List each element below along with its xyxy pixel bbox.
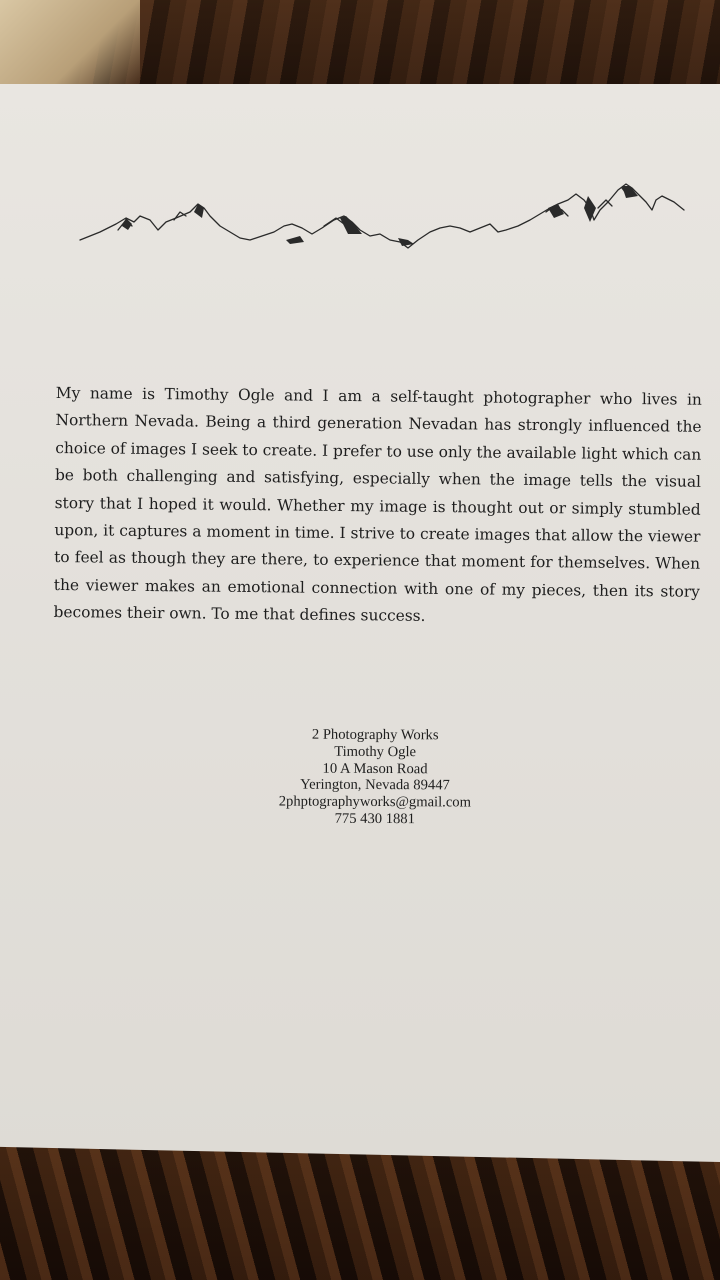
street-address: 10 A Mason Road: [322, 760, 428, 777]
wooden-table-bottom: [0, 1140, 720, 1280]
business-name: 2 Photography Works: [311, 726, 439, 744]
bio-paragraph: My name is Timothy Ogle and I am a self-taught photographer who lives in Northern Nevada. Being a third generation Nevadan has strongly influenced the choice of images I seek to create. I prefer to use only the available light which can be both challenging and satisfying, especially when the image tells the visual story that I hoped it would. Whether my image is thought out or simply stumbled upon, it captures a moment in time. I strive to create images that allow the viewer to feel as though they are there, to experience that moment for themselves. When the viewer makes an emotional connection with one of my pieces, then its story becomes their own. To me that defines success.: [53, 383, 702, 626]
background-corner: [0, 0, 140, 90]
contact-block: [220, 726, 531, 828]
mountain-range-sketch: [78, 178, 690, 260]
city-state-zip: Yerington, Nevada 89447: [300, 776, 450, 794]
email-address: 2phptographyworks@gmail.com: [278, 793, 472, 811]
phone-number: 775 430 1881: [334, 810, 415, 828]
contact-name: Timothy Ogle: [334, 743, 417, 761]
